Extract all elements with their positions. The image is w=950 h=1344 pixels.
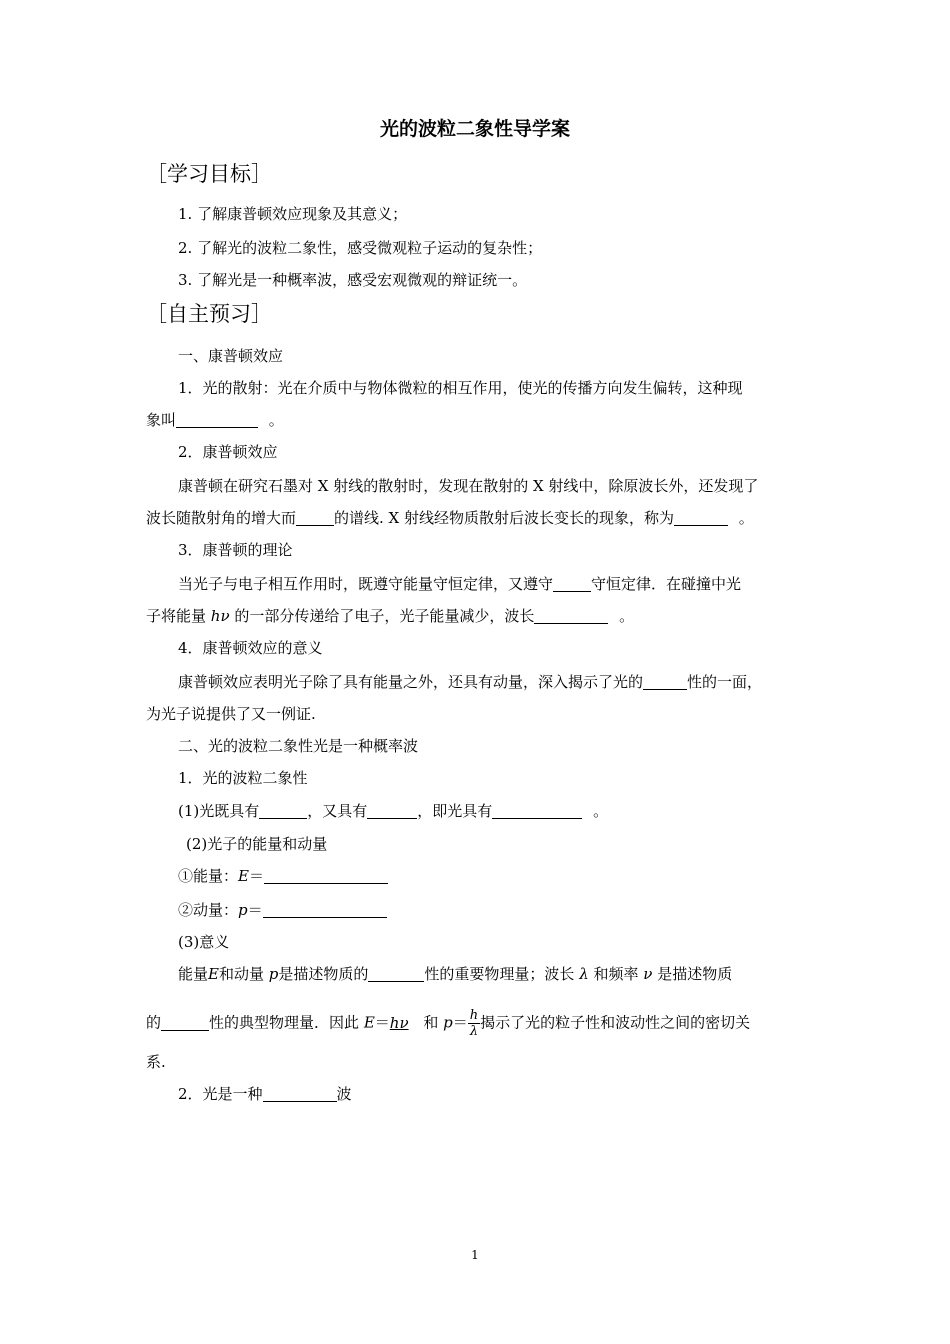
- objective-item: 2. 了解光的波粒二象性，感受微观粒子运动的复杂性；: [178, 239, 543, 257]
- paragraph-line: 康普顿效应表明光子除了具有能量之外，还具有动量，深入揭示了光的 性的一面，: [178, 673, 763, 691]
- paragraph-line: 康普顿在研究石墨对 X 射线的散射时，发现在散射的 X 射线中，除原波长外，还发现了: [178, 477, 759, 495]
- paragraph-line: 象叫 。: [146, 411, 284, 429]
- paragraph-line: 波长随散射角的增大而 的谱线. X 射线经物质散射后波长变长的现象，称为 。: [146, 509, 754, 527]
- page-title: 光的波粒二象性导学案: [379, 118, 570, 140]
- fill-blank[interactable]: [534, 607, 608, 624]
- subsection-title: 3．康普顿的理论: [178, 541, 293, 559]
- fill-blank[interactable]: [368, 965, 424, 982]
- objective-item: 1. 了解康普顿效应现象及其意义；: [178, 205, 408, 223]
- fill-blank[interactable]: [263, 901, 387, 918]
- formula-line: ②动量：p＝: [178, 900, 387, 920]
- paragraph-line: 能量E和动量 p是描述物质的 性的重要物理量；波长 λ 和频率 ν 是描述物质: [178, 965, 733, 983]
- paragraph-line: 1．光的散射：光在介质中与物体微粒的相互作用，使光的传播方向发生偏转，这种现: [178, 379, 743, 397]
- paragraph-line: (2)光子的能量和动量: [186, 835, 328, 853]
- fill-blank[interactable]: [161, 1014, 209, 1031]
- fill-blank[interactable]: [176, 411, 258, 428]
- fill-blank[interactable]: [264, 867, 388, 884]
- subsection-title: 4．康普顿效应的意义: [178, 639, 323, 657]
- fill-blank[interactable]: [296, 509, 334, 526]
- subsection-title: 2．康普顿效应: [178, 443, 278, 461]
- preview-heading: ［自主预习］: [146, 302, 272, 326]
- paragraph-line: 系.: [146, 1053, 166, 1071]
- page-number: 1: [471, 1248, 479, 1262]
- h-over-lambda-fraction: $\frac{h}{\lambda}$: [469, 1008, 479, 1039]
- formula-line: ①能量：E＝: [178, 866, 388, 886]
- objectives-heading: ［学习目标］: [146, 162, 272, 186]
- paragraph-line: 2．光是一种 波: [178, 1085, 352, 1103]
- section-title: 一、康普顿效应: [178, 347, 284, 365]
- paragraph-line: 当光子与电子相互作用时，既遵守能量守恒定律，又遵守 守恒定律．在碰撞中光: [178, 575, 742, 593]
- paragraph-line: (1)光既具有 ，又具有 ，即光具有 。: [178, 802, 609, 820]
- objective-item: 3. 了解光是一种概率波，感受宏观微观的辩证统一。: [178, 271, 528, 289]
- paragraph-line: (3)意义: [178, 933, 230, 951]
- fill-blank[interactable]: [643, 673, 687, 690]
- paragraph-line: 子将能量 hν 的一部分传递给了电子，光子能量减少，波长 。: [146, 607, 635, 625]
- section-title: 二、光的波粒二象性光是一种概率波: [178, 737, 419, 755]
- fill-blank[interactable]: [263, 1085, 337, 1102]
- subsection-title: 1．光的波粒二象性: [178, 769, 308, 787]
- paragraph-line: 为光子说提供了又一例证.: [146, 705, 316, 723]
- fill-blank[interactable]: [553, 575, 591, 592]
- fill-blank[interactable]: [674, 509, 728, 526]
- fill-blank[interactable]: [259, 802, 307, 819]
- fill-blank[interactable]: [492, 802, 582, 819]
- fill-blank[interactable]: [367, 802, 417, 819]
- paragraph-line: 的 性的典型物理量．因此 E＝hν 和 p＝ $\frac{h}{\lambda}$ 揭示了光的粒子性和波动性之间的密切关: [146, 1008, 751, 1039]
